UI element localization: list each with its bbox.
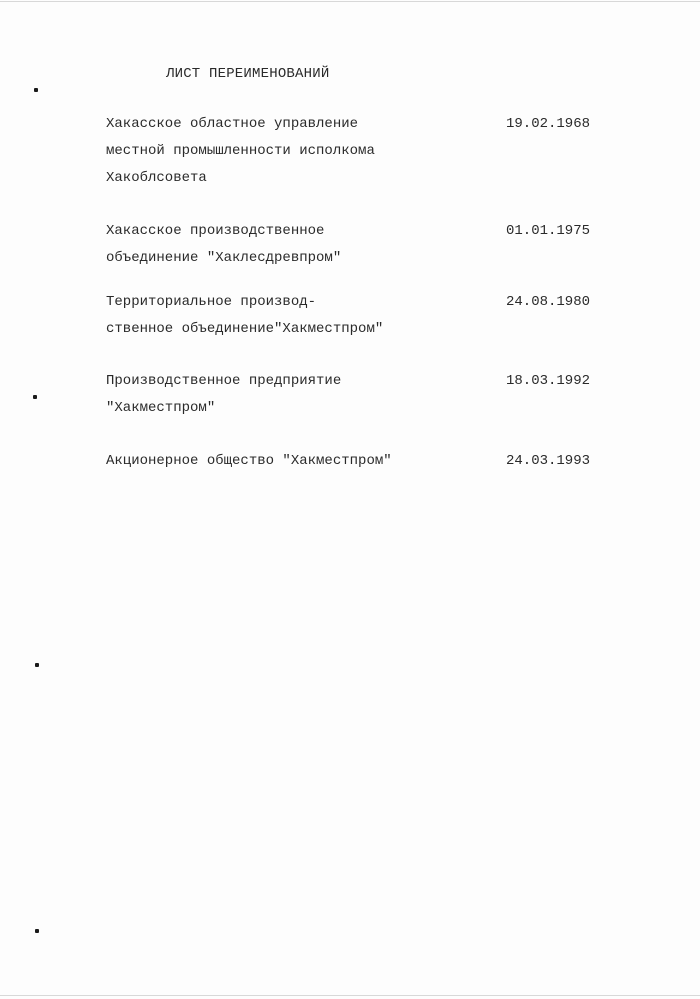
binding-hole-mark [34,88,38,92]
entry-name-line: Акционерное общество "Хакместпром" [106,453,392,469]
binding-hole-mark [35,663,39,667]
entry-date: 01.01.1975 [506,223,591,239]
entry-date: 24.08.1980 [506,294,591,310]
entry-name [106,289,466,343]
binding-hole-mark [33,395,37,399]
entry-name [106,448,466,475]
entry-name-line: ственное объединение"Хакместпром" [106,321,384,337]
entry-name [106,218,466,272]
entry-name-line: объединение "Хаклесдревпром" [106,250,342,266]
entry-name-line: Хакасское областное управление [106,116,359,132]
entry-name [106,368,466,422]
entry-date: 19.02.1968 [506,116,591,132]
entry-date: 18.03.1992 [506,373,591,389]
entry-name-line: Производственное предприятие [106,373,342,389]
entry-name-line: Территориальное производ- [106,294,317,310]
entry-name-line: Хакоблсовета [106,170,207,186]
entry-name-line: местной промышленности исполкома [106,143,375,159]
page-top-edge [0,1,700,2]
entry-date: 24.03.1993 [506,453,591,469]
page-title: ЛИСТ ПЕРЕИМЕНОВАНИЙ [166,66,330,82]
binding-hole-mark [35,929,39,933]
entry-name-line: "Хакместпром" [106,400,216,416]
entry-name-line: Хакасское производственное [106,223,325,239]
entry-name [106,111,466,192]
page-bottom-edge [0,995,700,996]
